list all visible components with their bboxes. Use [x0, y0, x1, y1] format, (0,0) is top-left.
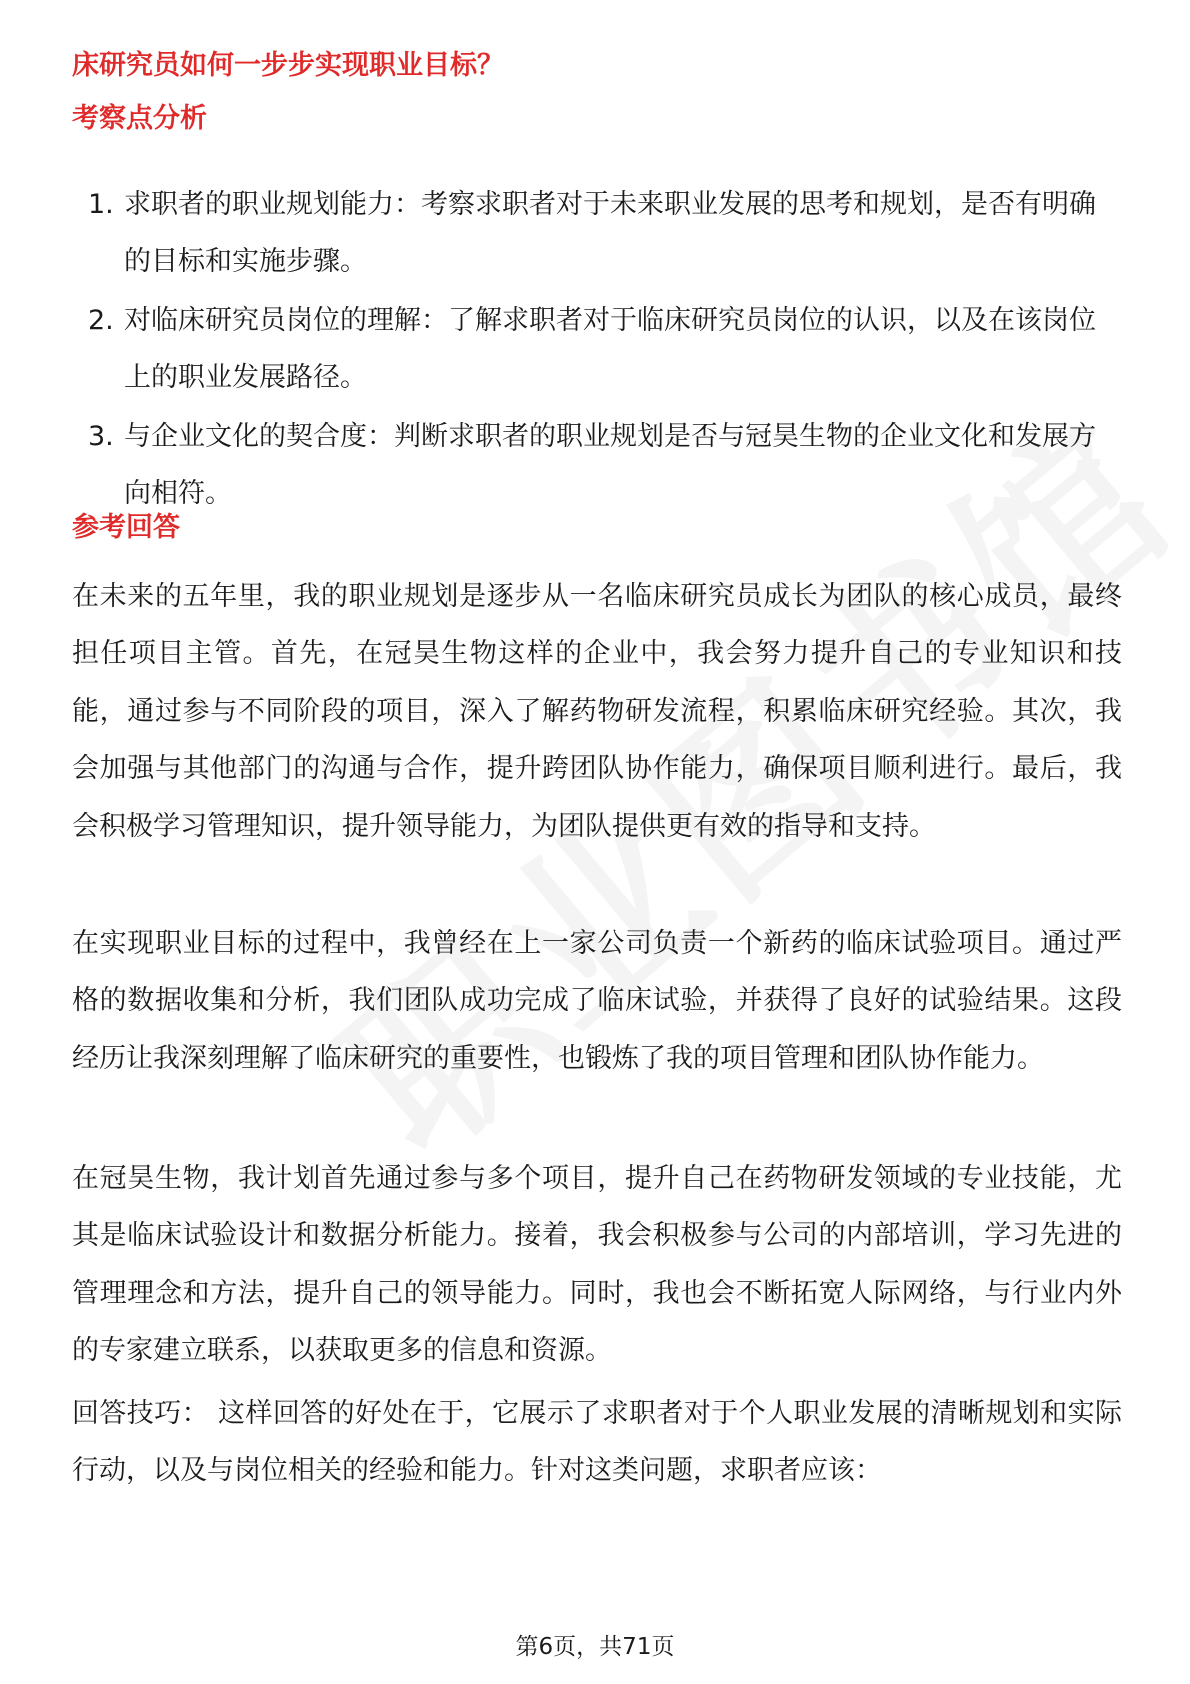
answer-paragraph: 在未来的五年里，我的职业规划是逐步从一名临床研究员成长为团队的核心成员，最终担任项目主管。首先，在冠昊生物这样的企业中，我会努力提升自己的专业知识和技能，通过参与不同阶段的项目，深入了解药物研发流程，积累临床研究经验。其次，我会加强与其他部门的沟通与合作，提升跨团队协作能力，确保项目顺利进行。最后，我会积极学习管理知识，提升领导能力，为团队提供更有效的指导和支持。	[72, 581, 1122, 842]
list-item	[72, 292, 1122, 406]
list-item	[72, 176, 1122, 290]
section-heading-answer: 参考回答	[72, 512, 180, 543]
list-number: 1.	[88, 189, 114, 220]
list-number: 2.	[88, 305, 114, 336]
list-item-text: 求职者的职业规划能力：考察求职者对于未来职业发展的思考和规划，是否有明确的目标和实施步骤。	[124, 189, 1096, 277]
answer-paragraph: 在冠昊生物，我计划首先通过参与多个项目，提升自己在药物研发领域的专业技能，尤其是临床试验设计和数据分析能力。接着，我会积极参与公司的内部培训，学习先进的管理理念和方法，提升自己的领导能力。同时，我也会不断拓宽人际网络，与行业内外的专家建立联系，以获取更多的信息和资源。	[72, 1163, 1122, 1367]
list-item-text: 对临床研究员岗位的理解：了解求职者对于临床研究员岗位的认识，以及在该岗位上的职业发展路径。	[124, 305, 1096, 393]
answer-tips-paragraph: 回答技巧： 这样回答的好处在于，它展示了求职者对于个人职业发展的清晰规划和实际行动，以及与岗位相关的经验和能力。针对这类问题，求职者应该：	[72, 1398, 1122, 1487]
page-title: 床研究员如何一步步实现职业目标？	[72, 50, 504, 81]
analysis-list	[72, 176, 1122, 524]
list-number: 3.	[88, 421, 114, 452]
answer-paragraph: 在实现职业目标的过程中，我曾经在上一家公司负责一个新药的临床试验项目。通过严格的数据收集和分析，我们团队成功完成了临床试验，并获得了良好的试验结果。这段经历让我深刻理解了临床研究的重要性，也锻炼了我的项目管理和团队协作能力。	[72, 928, 1122, 1074]
section-heading-analysis: 考察点分析	[72, 103, 207, 134]
page-number-footer: 第6页，共71页	[515, 1634, 675, 1660]
list-item	[72, 408, 1122, 522]
list-item-text: 与企业文化的契合度：判断求职者的职业规划是否与冠昊生物的企业文化和发展方向相符。	[124, 421, 1096, 509]
